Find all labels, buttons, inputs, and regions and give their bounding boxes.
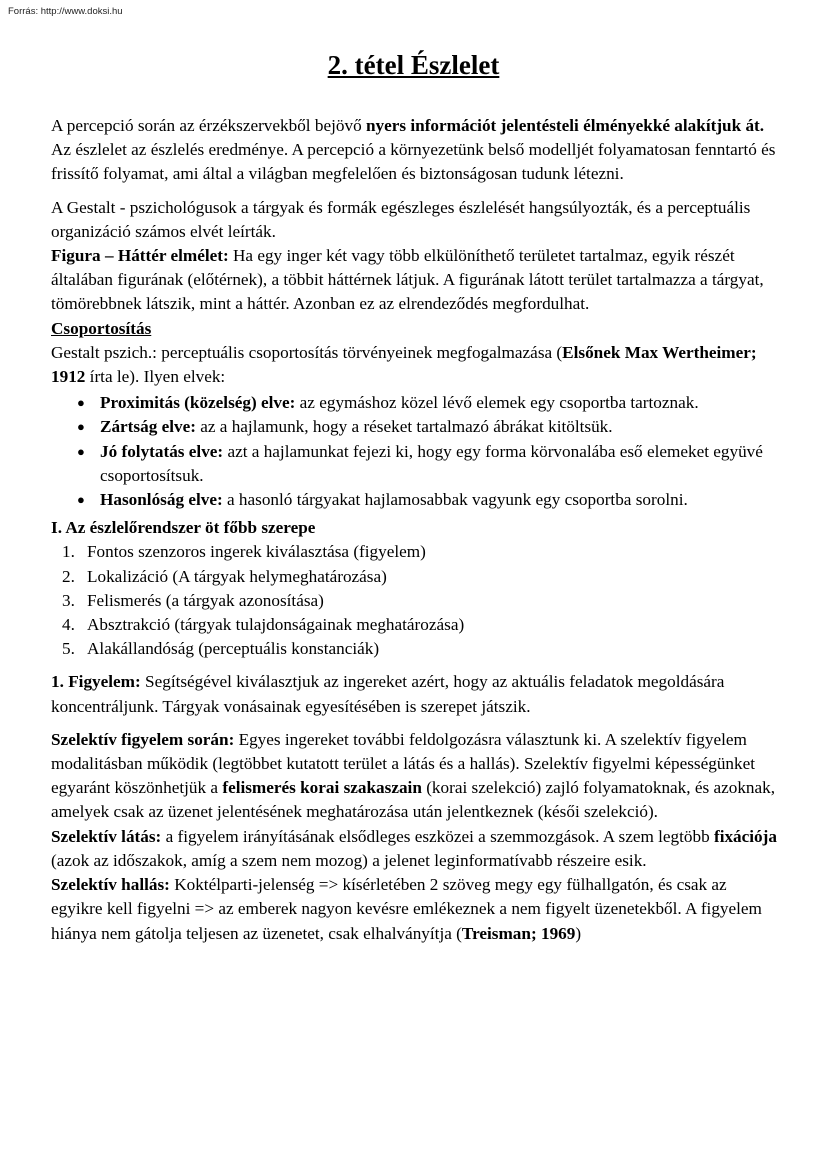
list-number: 5. xyxy=(62,639,75,659)
text-run: Fontos szenzoros ingerek kiválasztása (figyelem) xyxy=(87,542,426,562)
bold-run: nyers információt jelentésteli élményekké alakítjuk át. xyxy=(365,116,765,135)
text-run: Koktélparti-jelenség => kísérletében 2 szöveg megy egy fülhallgatón, és csak az egyikre kell figyelni => az emberek nagyon kevésre emlékeznek a nem figyelt üzenetekből. A figyelem hiánya nem gátolja teljesen az üzenetet, csak elhalványítja ( xyxy=(51,875,762,943)
roles-list xyxy=(51,540,781,661)
text-run: Egyes ingereket további feldolgozásra választunk ki. A szelektív figyelem modalitásban működik (legtöbbet kutatott terület a látás és a hallás). Szelektív figyelmi képességünket egyaránt köszönhetjük a xyxy=(51,729,756,798)
gestalt-paragraph: A Gestalt - pszichológusok a tárgyak és formák egészleges észlelését hangsúlyozták, és a perceptuális organizáció számos elvét leírták. xyxy=(51,197,751,241)
document-body xyxy=(51,114,781,946)
bold-run: felismerés korai szakaszain xyxy=(222,778,422,798)
text-run: A percepció során az érzékszervekből bejövő xyxy=(51,116,366,135)
bold-run: Zártság elve: xyxy=(100,417,196,437)
bold-run: Hasonlóság elve: xyxy=(100,490,223,510)
grouping-heading xyxy=(51,317,781,341)
list-item xyxy=(100,440,781,488)
text-run: Segítségével kiválasztjuk az ingereket azért, hogy az aktuális feladatok megoldására koncentráljunk. Tárgyak vonásainak egyesítésében is szerepet játszik. xyxy=(51,672,725,716)
bold-run: Proximitás (közelség) elve: xyxy=(100,393,296,413)
list-item xyxy=(62,565,781,589)
heading-text: I. Az észlelőrendszer öt főbb szerepe xyxy=(51,518,316,538)
text-run: az egymáshoz közel lévő elemek egy csoportba tartoznak. xyxy=(295,393,699,413)
list-item xyxy=(100,391,781,415)
text-run: ) xyxy=(575,923,582,943)
grouping-paragraph xyxy=(51,341,781,389)
list-item xyxy=(62,540,781,564)
list-number: 3. xyxy=(62,590,75,610)
list-item xyxy=(100,415,781,439)
bold-run: Szelektív látás: xyxy=(51,826,162,846)
selective-vision-paragraph xyxy=(51,825,781,873)
text-run: Alakállandóság (perceptuális konstanciák) xyxy=(87,639,380,659)
selective-attention-paragraph xyxy=(51,728,781,825)
text-run: írta le). Ilyen elvek: xyxy=(85,367,226,387)
list-item xyxy=(100,488,781,512)
list-item xyxy=(62,589,781,613)
text-run: a hasonló tárgyakat hajlamosabbak vagyunk egy csoportba sorolni. xyxy=(222,490,688,510)
bold-run: fixációja xyxy=(713,826,777,846)
list-number: 2. xyxy=(62,566,75,586)
source-note: Forrás: http://www.doksi.hu xyxy=(8,6,123,17)
list-item xyxy=(62,613,781,637)
page-title: 2. tétel Észlelet xyxy=(327,50,500,80)
attention-paragraph xyxy=(51,670,781,718)
text-run: az a hajlamunk, hogy a réseket tartalmazó ábrákat kitöltsük. xyxy=(195,417,613,437)
bold-run: Figura – Háttér elmélet: xyxy=(51,246,229,266)
text-run: Gestalt pszich.: perceptuális csoportosítás törvényeinek megfogalmazása ( xyxy=(51,342,563,362)
bold-run: Jó folytatás elve: xyxy=(100,441,224,461)
text-run: Ha egy inger két vagy több elkülöníthető területet tartalmaz, egyik részét általában figurának (előtérnek), a többit háttérnek látjuk. A figurának látott terület tartalmazza a tárgyat, tömörebbnek látszik, mint a háttér. Azonban ez az elrendeződés megfordulhat. xyxy=(51,246,764,314)
bold-run: Treisman; 1969 xyxy=(461,923,576,943)
list-number: 1. xyxy=(62,542,75,562)
selective-hearing-paragraph xyxy=(51,873,781,946)
list-number: 4. xyxy=(62,615,75,635)
text-run: a figyelem irányításának elsődleges eszközei a szemmozgások. A szem legtöbb xyxy=(161,826,714,846)
text-run: (korai szelekció) zajló folyamatoknak, és azoknak, amelyek csak az üzenet jelentésének meghatározása után jelentkeznek (késői szelekció). xyxy=(51,778,776,822)
figure-ground-paragraph xyxy=(51,244,781,317)
bold-run: Szelektív figyelem során: xyxy=(51,729,235,749)
text-run: Felismerés (a tárgyak azonosítása) xyxy=(87,590,324,610)
text-run: Lokalizáció (A tárgyak helymeghatározása) xyxy=(87,566,387,586)
text-run: Absztrakció (tárgyak tulajdonságainak meghatározása) xyxy=(87,615,465,635)
bold-run: Szelektív hallás: xyxy=(51,875,170,895)
text-run: Az észlelet az észlelés eredménye. A percepció a környezetünk belső modelljét folyamatosan fenntartó és frissítő folyamat, ami által a világban megfelelően és biztonságosan tudunk létezni. xyxy=(51,140,776,184)
bold-run: 1. Figyelem: xyxy=(51,672,141,692)
principles-list xyxy=(51,391,781,512)
bold-run: Elsőnek Max Wertheimer; 1912 xyxy=(51,342,757,387)
intro-paragraph xyxy=(51,114,781,187)
roles-heading xyxy=(51,516,781,540)
heading-text: Csoportosítás xyxy=(51,318,152,338)
text-run: (azok az időszakok, amíg a szem nem mozog) a jelenet leginformatívabb részeire esik. xyxy=(51,850,647,870)
text-run: azt a hajlamunkat fejezi ki, hogy egy forma körvonalába eső elemeket együvé csoportosítsuk. xyxy=(100,441,763,485)
list-item xyxy=(62,637,781,661)
